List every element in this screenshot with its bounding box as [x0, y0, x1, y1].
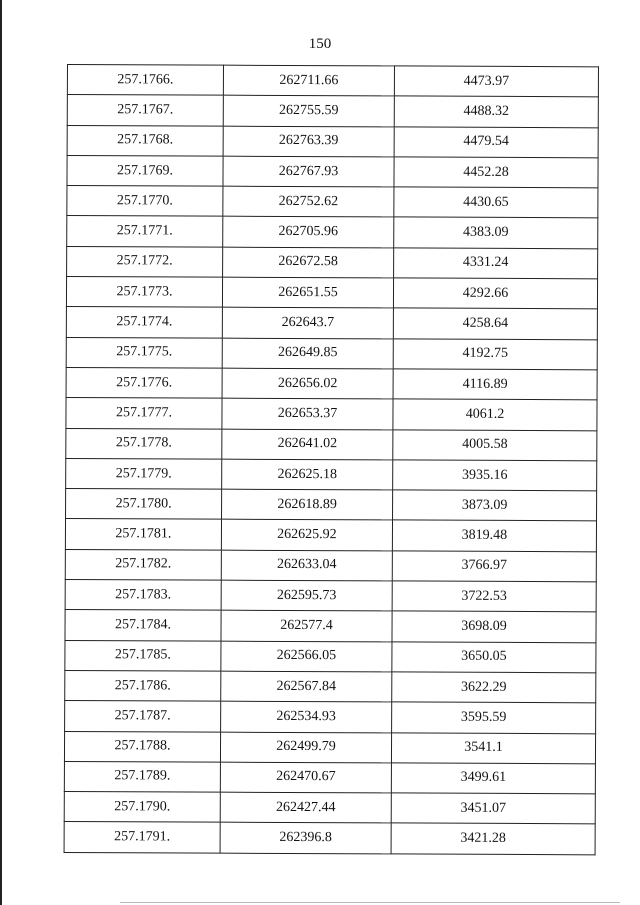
- point-id-cell: 257.1784.: [65, 610, 221, 641]
- table-row: [66, 398, 597, 431]
- y-coordinate-cell: 4430.65: [394, 187, 598, 218]
- page-number: 150: [308, 36, 332, 52]
- x-coordinate-cell: 262566.05: [221, 641, 392, 672]
- point-id-cell: 257.1782.: [65, 549, 221, 580]
- y-coordinate-cell: 4061.2: [393, 399, 597, 430]
- table-row: [64, 761, 595, 794]
- table-row: [67, 246, 598, 279]
- point-id-cell: 257.1767.: [67, 95, 223, 126]
- table-row: [67, 216, 598, 249]
- table-row: [65, 519, 596, 552]
- y-coordinate-cell: 3499.61: [391, 763, 595, 794]
- table-row: [66, 428, 597, 461]
- y-coordinate-cell: 3819.48: [392, 520, 596, 551]
- x-coordinate-cell: 262755.59: [223, 95, 394, 126]
- x-coordinate-cell: 262752.62: [223, 186, 394, 217]
- table-row: [64, 822, 595, 855]
- table-body: [64, 65, 598, 855]
- table-row: [66, 367, 597, 400]
- x-coordinate-cell: 262534.93: [221, 701, 392, 732]
- y-coordinate-cell: 3935.16: [393, 460, 597, 491]
- x-coordinate-cell: 262711.66: [223, 65, 394, 96]
- y-coordinate-cell: 3766.97: [392, 551, 596, 582]
- point-id-cell: 257.1775.: [66, 337, 222, 368]
- point-id-cell: 257.1791.: [64, 822, 220, 853]
- y-coordinate-cell: 4488.32: [394, 96, 598, 127]
- point-id-cell: 257.1779.: [66, 458, 222, 489]
- coordinates-table: [64, 64, 599, 855]
- table-row: [64, 792, 595, 825]
- table-row: [67, 95, 598, 128]
- y-coordinate-cell: 3722.53: [392, 581, 596, 612]
- bottom-rule: [120, 902, 620, 903]
- y-coordinate-cell: 3421.28: [391, 823, 595, 854]
- x-coordinate-cell: 262499.79: [220, 732, 391, 763]
- table-row: [65, 640, 596, 673]
- point-id-cell: 257.1771.: [67, 216, 223, 247]
- y-coordinate-cell: 4383.09: [394, 217, 598, 248]
- table-row: [66, 277, 597, 310]
- table-row: [67, 65, 598, 98]
- y-coordinate-cell: 3650.05: [392, 642, 596, 673]
- point-id-cell: 257.1770.: [67, 186, 223, 217]
- table-row: [66, 458, 597, 491]
- table-row: [66, 337, 597, 370]
- point-id-cell: 257.1769.: [67, 155, 223, 186]
- table-row: [65, 670, 596, 703]
- x-coordinate-cell: 262656.02: [222, 368, 393, 399]
- point-id-cell: 257.1789.: [64, 761, 220, 792]
- x-coordinate-cell: 262625.92: [221, 520, 392, 551]
- point-id-cell: 257.1790.: [64, 792, 220, 823]
- x-coordinate-cell: 262705.96: [223, 217, 394, 248]
- x-coordinate-cell: 262767.93: [223, 156, 394, 187]
- x-coordinate-cell: 262672.58: [223, 247, 394, 278]
- table-row: [65, 701, 596, 734]
- y-coordinate-cell: 4331.24: [394, 248, 598, 279]
- x-coordinate-cell: 262653.37: [222, 398, 393, 429]
- x-coordinate-cell: 262470.67: [220, 762, 391, 793]
- table-row: [64, 731, 595, 764]
- x-coordinate-cell: 262643.7: [222, 308, 393, 339]
- point-id-cell: 257.1778.: [66, 428, 222, 459]
- point-id-cell: 257.1772.: [67, 246, 223, 277]
- point-id-cell: 257.1786.: [65, 670, 221, 701]
- x-coordinate-cell: 262641.02: [222, 429, 393, 460]
- scan-left-edge: [0, 0, 2, 905]
- y-coordinate-cell: 4192.75: [393, 339, 597, 370]
- table-row: [66, 307, 597, 340]
- y-coordinate-cell: 4473.97: [394, 66, 598, 97]
- point-id-cell: 257.1774.: [66, 307, 222, 338]
- x-coordinate-cell: 262427.44: [220, 792, 391, 823]
- point-id-cell: 257.1781.: [65, 519, 221, 550]
- point-id-cell: 257.1773.: [66, 277, 222, 308]
- table-row: [66, 489, 597, 522]
- point-id-cell: 257.1780.: [66, 489, 222, 520]
- point-id-cell: 257.1787.: [65, 701, 221, 732]
- x-coordinate-cell: 262577.4: [221, 611, 392, 642]
- point-id-cell: 257.1768.: [67, 125, 223, 156]
- y-coordinate-cell: 3622.29: [392, 672, 596, 703]
- y-coordinate-cell: 3595.59: [392, 702, 596, 733]
- table-row: [65, 610, 596, 643]
- x-coordinate-cell: 262396.8: [220, 823, 391, 854]
- y-coordinate-cell: 4479.54: [394, 127, 598, 158]
- table-row: [67, 155, 598, 188]
- x-coordinate-cell: 262649.85: [222, 338, 393, 369]
- y-coordinate-cell: 3541.1: [391, 732, 595, 763]
- y-coordinate-cell: 4452.28: [394, 157, 598, 188]
- x-coordinate-cell: 262763.39: [223, 126, 394, 157]
- x-coordinate-cell: 262633.04: [221, 550, 392, 581]
- table-row: [65, 580, 596, 613]
- table-row: [67, 125, 598, 158]
- y-coordinate-cell: 3451.07: [391, 793, 595, 824]
- y-coordinate-cell: 4116.89: [393, 369, 597, 400]
- y-coordinate-cell: 3873.09: [393, 490, 597, 521]
- table-row: [67, 186, 598, 219]
- x-coordinate-cell: 262567.84: [221, 671, 392, 702]
- point-id-cell: 257.1783.: [65, 580, 221, 611]
- point-id-cell: 257.1766.: [67, 65, 223, 96]
- point-id-cell: 257.1777.: [66, 398, 222, 429]
- x-coordinate-cell: 262595.73: [221, 580, 392, 611]
- x-coordinate-cell: 262618.89: [222, 489, 393, 520]
- x-coordinate-cell: 262625.18: [222, 459, 393, 490]
- point-id-cell: 257.1776.: [66, 367, 222, 398]
- y-coordinate-cell: 4258.64: [393, 308, 597, 339]
- table-row: [65, 549, 596, 582]
- y-coordinate-cell: 3698.09: [392, 611, 596, 642]
- x-coordinate-cell: 262651.55: [222, 277, 393, 308]
- point-id-cell: 257.1788.: [64, 731, 220, 762]
- y-coordinate-cell: 4005.58: [393, 429, 597, 460]
- y-coordinate-cell: 4292.66: [393, 278, 597, 309]
- point-id-cell: 257.1785.: [65, 640, 221, 671]
